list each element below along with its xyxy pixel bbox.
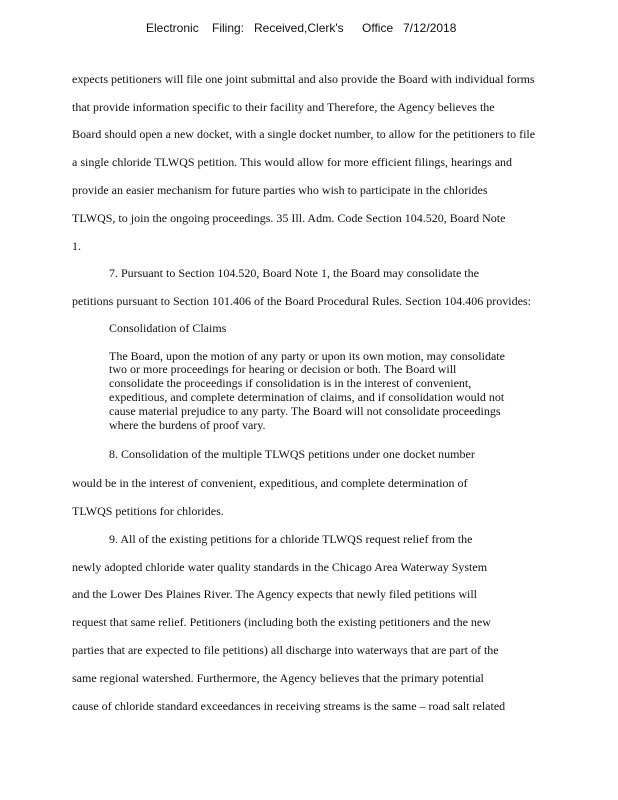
text-line: Board should open a new docket, with a single docket number, to allow for the petitioners to file: [72, 127, 536, 141]
header-received: Received,Clerk's: [254, 21, 344, 35]
header-date: 7/12/2018: [403, 21, 457, 35]
text-line: newly adopted chloride water quality standards in the Chicago Area Waterway System: [72, 560, 488, 574]
text-line: request that same relief. Petitioners (including both the existing petitioners and the new: [72, 615, 491, 629]
quote-line: expeditious, and complete determination of claims, and if consolidation would not: [109, 390, 505, 404]
quote-line: consolidate the proceedings if consolidation is in the interest of convenient,: [109, 376, 472, 390]
quote-line: The Board, upon the motion of any party or upon its own motion, may consolidate: [109, 349, 505, 363]
paragraph-7-start: 7. Pursuant to Section 104.520, Board Note 1, the Board may consolidate the: [109, 266, 479, 280]
quote-line: where the burdens of proof vary.: [109, 418, 266, 432]
paragraph-8-start: 8. Consolidation of the multiple TLWQS petitions under one docket number: [109, 447, 475, 461]
header-filing: Filing:: [212, 21, 245, 35]
text-line: a single chloride TLWQS petition. This would allow for more efficient filings, hearings and: [72, 155, 513, 169]
text-line: that provide information specific to their facility and Therefore, the Agency believes the: [72, 100, 495, 114]
text-line: would be in the interest of convenient, expeditious, and complete determination of: [72, 476, 468, 490]
text-line: cause of chloride standard exceedances in receiving streams is the same – road salt related: [72, 699, 506, 713]
header-office: Office: [362, 21, 394, 35]
quote-line: two or more proceedings for hearing or decision or both. The Board will: [109, 362, 457, 376]
text-line: expects petitioners will file one joint submittal and also provide the Board with individual forms: [72, 72, 535, 86]
text-line: parties that are expected to file petitions) all discharge into waterways that are part of the: [72, 643, 499, 657]
text-line: same regional watershed. Furthermore, the Agency believes that the primary potential: [72, 671, 484, 685]
text-line: TLWQS petitions for chlorides.: [72, 504, 224, 518]
text-line: petitions pursuant to Section 101.406 of the Board Procedural Rules. Section 104.406 provides:: [72, 294, 531, 308]
quote-line: cause material prejudice to any party. The Board will not consolidate proceedings: [109, 404, 501, 418]
header-electronic: Electronic: [146, 21, 199, 35]
paragraph-9-start: 9. All of the existing petitions for a chloride TLWQS request relief from the: [109, 532, 473, 546]
text-line: provide an easier mechanism for future parties who wish to participate in the chlorides: [72, 183, 488, 197]
text-line: 1.: [72, 239, 81, 253]
text-line: and the Lower Des Plaines River. The Agency expects that newly filed petitions will: [72, 587, 478, 601]
text-line: TLWQS, to join the ongoing proceedings. 35 Ill. Adm. Code Section 104.520, Board Note: [72, 211, 506, 225]
quote-heading: Consolidation of Claims: [109, 321, 227, 335]
